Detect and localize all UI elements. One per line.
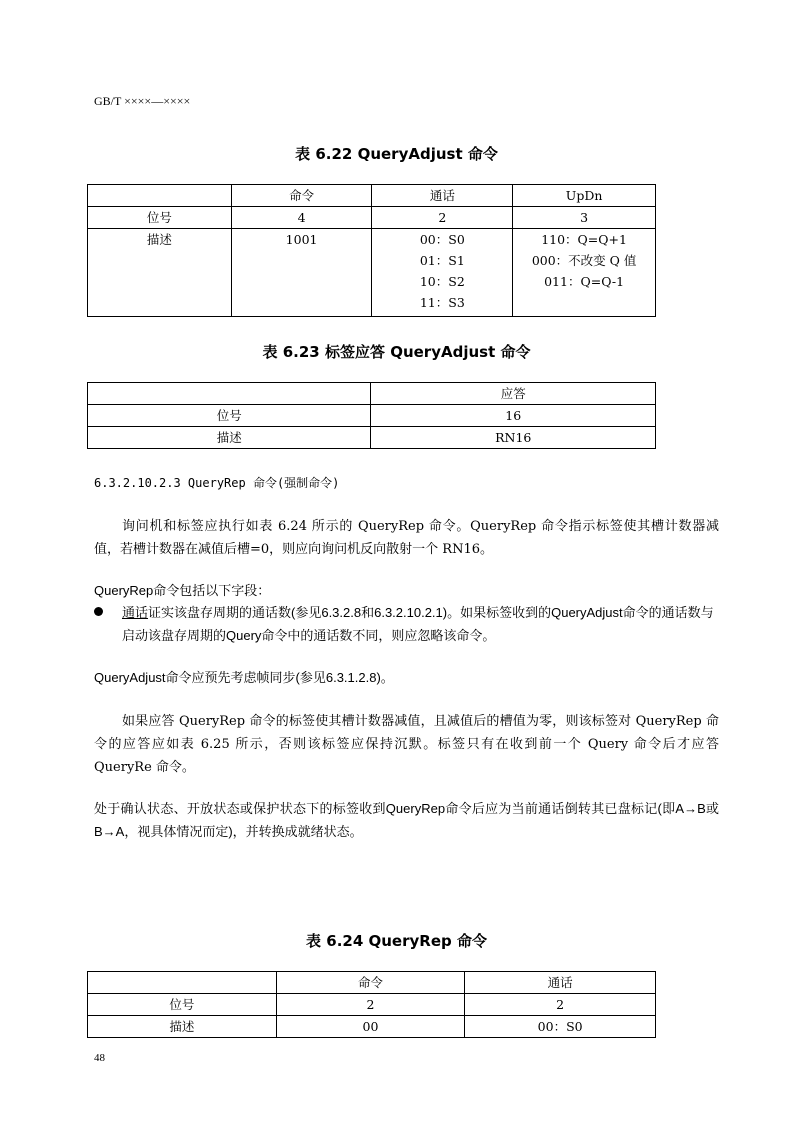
session-value: 11：S3 xyxy=(419,295,465,310)
table-row xyxy=(88,229,656,317)
table-cell xyxy=(88,185,232,207)
table-row xyxy=(88,1016,656,1038)
bullet-term: 通话 xyxy=(122,605,149,620)
paragraph-5: 处于确认状态、开放状态或保护状态下的标签收到QueryRep命令后应为当前通话倒转其已盘标记(即A→B或B→A，视具体情况而定)，并转换成就绪状态。 xyxy=(94,801,719,839)
table-cell: 16 xyxy=(371,405,656,427)
table-row xyxy=(88,427,656,449)
page-number: 48 xyxy=(94,1052,105,1064)
updn-value: 011：Q=Q-1 xyxy=(544,274,625,289)
table-header-cell: 命令 xyxy=(231,185,372,207)
paragraph-1: 询问机和标签应执行如表 6.24 所示的 QueryRep 命令。QueryRep 命令指示标签使其槽计数器减值，若槽计数器在减值后槽=0，则应向询问机反向散射一个 RN16。 xyxy=(94,519,719,557)
table-6-23-caption: 表 6.23 标签应答 QueryAdjust 命令 xyxy=(262,343,531,361)
session-values-cell xyxy=(372,229,513,317)
table-cell: 3 xyxy=(513,207,656,229)
table-row xyxy=(88,994,656,1016)
table-header-cell: 通话 xyxy=(465,972,656,994)
table-header-cell: UpDn xyxy=(513,185,656,207)
updn-value: 110：Q=Q+1 xyxy=(541,232,627,247)
table-cell xyxy=(88,972,277,994)
table-row xyxy=(88,383,656,405)
table-cell: RN16 xyxy=(371,427,656,449)
table-row xyxy=(88,207,656,229)
table-6-23 xyxy=(87,382,656,449)
bullet-item xyxy=(122,601,719,647)
table-header-cell: 应答 xyxy=(371,383,656,405)
table-6-24 xyxy=(87,971,656,1038)
table-cell: 1001 xyxy=(231,229,372,317)
bullet-description: 证实该盘存周期的通话数(参见6.3.2.8和6.3.2.10.2.1)。如果标签收到的QueryAdjust命令的通话数与启动该盘存周期的Query命令中的通话数不同，则应忽略该命令。 xyxy=(122,605,714,643)
table-cell: 00 xyxy=(276,1016,465,1038)
table-header-cell: 通话 xyxy=(372,185,513,207)
table-cell: 位号 xyxy=(88,405,371,427)
table-cell: 00：S0 xyxy=(465,1016,656,1038)
table-cell: 4 xyxy=(231,207,372,229)
paragraph-2: QueryRep命令包括以下字段： xyxy=(94,583,271,598)
table-cell: 位号 xyxy=(88,207,232,229)
table-row xyxy=(88,185,656,207)
paragraph-3: QueryAdjust命令应预先考虑帧同步(参见6.3.1.2.8)。 xyxy=(94,670,394,685)
session-value: 01：S1 xyxy=(419,253,465,268)
table-cell: 描述 xyxy=(88,1016,277,1038)
table-row xyxy=(88,972,656,994)
table-cell: 2 xyxy=(465,994,656,1016)
bullet-icon xyxy=(94,607,103,616)
table-row xyxy=(88,405,656,427)
table-6-22-caption: 表 6.22 QueryAdjust 命令 xyxy=(295,145,498,163)
table-cell: 描述 xyxy=(88,427,371,449)
table-cell: 2 xyxy=(372,207,513,229)
updn-values-cell xyxy=(513,229,656,317)
document-header: GB/T ××××—×××× xyxy=(94,94,191,108)
table-6-24-caption: 表 6.24 QueryRep 命令 xyxy=(306,932,487,950)
updn-value: 000：不改变 Q 值 xyxy=(531,253,637,268)
section-heading: 6.3.2.10.2.3 QueryRep 命令(强制命令) xyxy=(94,476,340,490)
table-cell: 位号 xyxy=(88,994,277,1016)
paragraph-4: 如果应答 QueryRep 命令的标签使其槽计数器减值，且减值后的槽值为零，则该标签对 QueryRep 命令的应答应如表 6.25 所示，否则该标签应保持沉默。标签只有在收到前一个 Query 命令后才应答 QueryRe 命令。 xyxy=(94,714,719,775)
session-value: 00：S0 xyxy=(419,232,465,247)
table-header-cell: 命令 xyxy=(276,972,465,994)
table-cell xyxy=(88,383,371,405)
table-6-22 xyxy=(87,184,656,317)
table-cell: 描述 xyxy=(88,229,232,317)
table-cell: 2 xyxy=(276,994,465,1016)
session-value: 10：S2 xyxy=(419,274,465,289)
